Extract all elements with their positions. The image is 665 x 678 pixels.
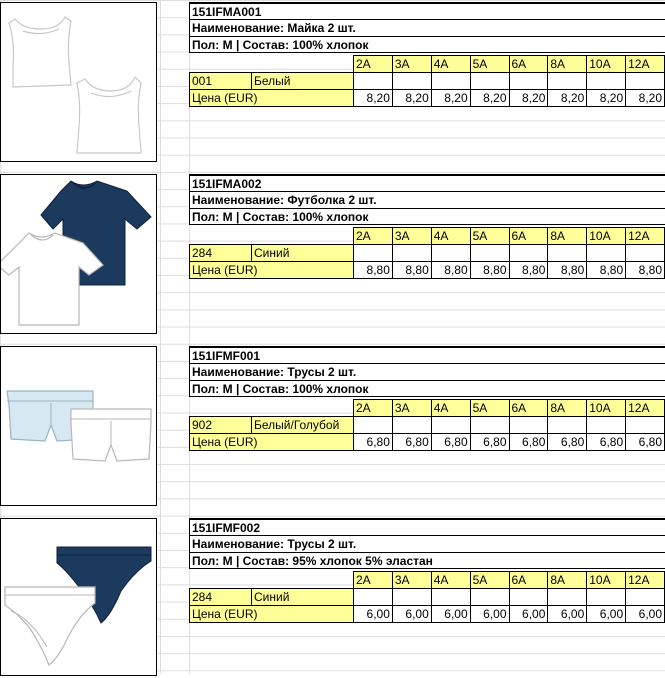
size-row <box>190 228 665 245</box>
size-cell: 5A <box>470 572 509 589</box>
qty-cell[interactable] <box>509 73 548 90</box>
qty-cell[interactable] <box>470 417 509 434</box>
price-cell: 8,80 <box>587 262 626 279</box>
product-block-3 <box>0 346 665 506</box>
qty-cell[interactable] <box>509 417 548 434</box>
qty-cell[interactable] <box>354 589 393 606</box>
size-cell: 4A <box>431 400 470 417</box>
product-image-tank-tops <box>0 2 157 162</box>
size-cell: 5A <box>470 228 509 245</box>
qty-cell[interactable] <box>587 417 626 434</box>
price-cell: 6,80 <box>354 434 393 451</box>
product-name: Наименование: Футболка 2 шт. <box>189 191 665 208</box>
size-cell: 10A <box>587 400 626 417</box>
qty-cell[interactable] <box>431 417 470 434</box>
price-row <box>190 606 665 623</box>
qty-cell[interactable] <box>587 245 626 262</box>
price-cell: 8,80 <box>548 262 587 279</box>
qty-cell[interactable] <box>509 589 548 606</box>
size-row <box>190 400 665 417</box>
qty-cell[interactable] <box>354 73 393 90</box>
product-sku: 151IFMA002 <box>189 174 665 191</box>
size-cell: 2A <box>354 400 393 417</box>
qty-cell[interactable] <box>509 245 548 262</box>
size-cell: 6A <box>509 56 548 73</box>
size-cell: 6A <box>509 572 548 589</box>
qty-cell[interactable] <box>587 589 626 606</box>
size-cell: 3A <box>392 228 431 245</box>
color-row <box>190 589 665 606</box>
qty-cell[interactable] <box>548 73 587 90</box>
size-cell: 6A <box>509 228 548 245</box>
price-cell: 6,80 <box>587 434 626 451</box>
qty-cell[interactable] <box>354 417 393 434</box>
product-image-t-shirts <box>0 174 157 334</box>
qty-cell[interactable] <box>431 73 470 90</box>
price-label: Цена (EUR) <box>190 90 354 107</box>
size-cell: 3A <box>392 572 431 589</box>
qty-cell[interactable] <box>626 589 665 606</box>
size-cell: 10A <box>587 572 626 589</box>
price-cell: 8,20 <box>470 90 509 107</box>
size-price-table <box>189 55 665 107</box>
price-cell: 8,80 <box>392 262 431 279</box>
qty-cell[interactable] <box>392 589 431 606</box>
product-name: Наименование: Майка 2 шт. <box>189 19 665 36</box>
color-row <box>190 417 665 434</box>
size-cell: 3A <box>392 400 431 417</box>
price-label: Цена (EUR) <box>190 606 354 623</box>
size-row <box>190 572 665 589</box>
qty-cell[interactable] <box>392 417 431 434</box>
color-code: 001 <box>190 73 252 90</box>
size-cell: 12A <box>626 228 665 245</box>
price-cell: 8,80 <box>470 262 509 279</box>
qty-cell[interactable] <box>392 245 431 262</box>
size-cell: 12A <box>626 400 665 417</box>
price-label: Цена (EUR) <box>190 262 354 279</box>
price-cell: 8,20 <box>354 90 393 107</box>
size-cell: 2A <box>354 228 393 245</box>
price-cell: 8,20 <box>509 90 548 107</box>
price-cell: 8,20 <box>587 90 626 107</box>
product-gender-composition: Пол: M | Состав: 95% хлопок 5% эластан <box>189 552 665 569</box>
color-name: Синий <box>252 589 354 606</box>
qty-cell[interactable] <box>354 245 393 262</box>
price-cell: 6,00 <box>548 606 587 623</box>
price-cell: 6,00 <box>587 606 626 623</box>
size-cell: 10A <box>587 56 626 73</box>
size-price-table <box>189 399 665 451</box>
size-cell: 4A <box>431 56 470 73</box>
product-sku: 151IFMF001 <box>189 346 665 363</box>
product-block-4 <box>0 518 665 678</box>
price-cell: 6,80 <box>509 434 548 451</box>
product-sku: 151IFMF002 <box>189 518 665 535</box>
size-price-table <box>189 227 665 279</box>
color-code: 284 <box>190 589 252 606</box>
price-cell: 6,80 <box>626 434 665 451</box>
price-row <box>190 434 665 451</box>
size-cell: 8A <box>548 56 587 73</box>
price-cell: 6,00 <box>509 606 548 623</box>
price-label: Цена (EUR) <box>190 434 354 451</box>
size-cell: 4A <box>431 572 470 589</box>
size-cell: 12A <box>626 572 665 589</box>
price-cell: 6,80 <box>548 434 587 451</box>
qty-cell[interactable] <box>470 245 509 262</box>
size-row <box>190 56 665 73</box>
price-row <box>190 262 665 279</box>
size-price-table <box>189 571 665 623</box>
product-gender-composition: Пол: M | Состав: 100% хлопок <box>189 36 665 53</box>
product-sku: 151IFMA001 <box>189 2 665 19</box>
qty-cell[interactable] <box>626 73 665 90</box>
size-cell: 4A <box>431 228 470 245</box>
color-row <box>190 245 665 262</box>
qty-cell[interactable] <box>470 589 509 606</box>
qty-cell[interactable] <box>470 73 509 90</box>
price-cell: 8,20 <box>392 90 431 107</box>
product-block-1 <box>0 2 665 162</box>
qty-cell[interactable] <box>626 417 665 434</box>
size-cell: 3A <box>392 56 431 73</box>
qty-cell[interactable] <box>392 73 431 90</box>
price-cell: 6,00 <box>431 606 470 623</box>
price-cell: 6,80 <box>431 434 470 451</box>
qty-cell[interactable] <box>548 245 587 262</box>
product-gender-composition: Пол: M | Состав: 100% хлопок <box>189 208 665 225</box>
size-cell: 6A <box>509 400 548 417</box>
qty-cell[interactable] <box>626 245 665 262</box>
color-code: 902 <box>190 417 252 434</box>
qty-cell[interactable] <box>548 417 587 434</box>
size-cell: 2A <box>354 56 393 73</box>
price-cell: 8,20 <box>548 90 587 107</box>
product-image-boxer-briefs <box>0 346 157 506</box>
price-cell: 6,00 <box>470 606 509 623</box>
size-cell: 5A <box>470 400 509 417</box>
color-name: Белый <box>252 73 354 90</box>
price-cell: 8,80 <box>509 262 548 279</box>
price-cell: 6,80 <box>470 434 509 451</box>
price-cell: 8,80 <box>431 262 470 279</box>
size-cell: 12A <box>626 56 665 73</box>
product-name: Наименование: Трусы 2 шт. <box>189 535 665 552</box>
size-cell: 5A <box>470 56 509 73</box>
qty-cell[interactable] <box>431 589 470 606</box>
color-code: 284 <box>190 245 252 262</box>
size-cell: 8A <box>548 572 587 589</box>
qty-cell[interactable] <box>431 245 470 262</box>
product-block-2 <box>0 174 665 334</box>
color-row <box>190 73 665 90</box>
product-image-briefs <box>0 518 157 676</box>
color-name: Белый/Голубой <box>252 417 354 434</box>
price-cell: 6,00 <box>392 606 431 623</box>
size-cell: 10A <box>587 228 626 245</box>
size-cell: 8A <box>548 400 587 417</box>
price-row <box>190 90 665 107</box>
qty-cell[interactable] <box>548 589 587 606</box>
qty-cell[interactable] <box>587 73 626 90</box>
product-name: Наименование: Трусы 2 шт. <box>189 363 665 380</box>
price-cell: 6,80 <box>392 434 431 451</box>
price-cell: 8,20 <box>626 90 665 107</box>
price-cell: 6,00 <box>626 606 665 623</box>
price-cell: 8,80 <box>626 262 665 279</box>
price-cell: 6,00 <box>354 606 393 623</box>
size-cell: 2A <box>354 572 393 589</box>
color-name: Синий <box>252 245 354 262</box>
product-gender-composition: Пол: M | Состав: 100% хлопок <box>189 380 665 397</box>
size-cell: 8A <box>548 228 587 245</box>
price-cell: 8,20 <box>431 90 470 107</box>
price-cell: 8,80 <box>354 262 393 279</box>
